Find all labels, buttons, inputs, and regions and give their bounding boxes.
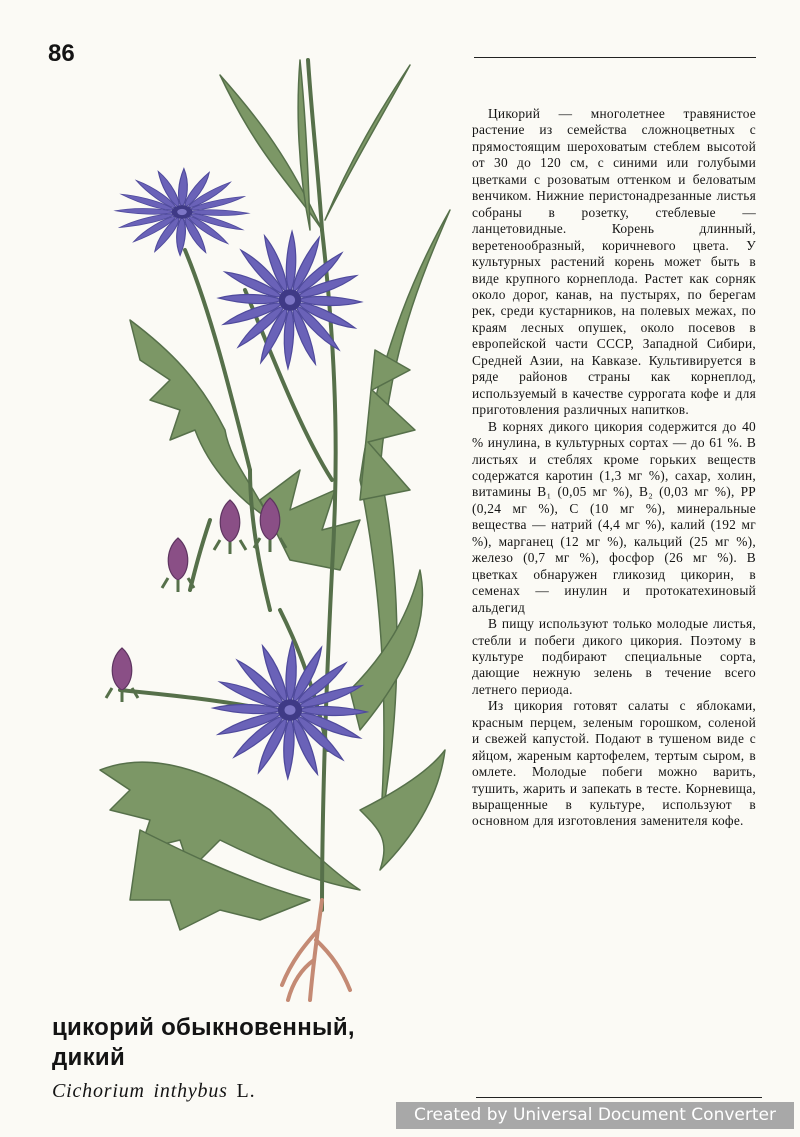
paragraph: Из цикория готовят салаты с яблоками, красным перцем, зеленым горошком, соленой и свежей капустой. Подают в тушеном виде с яйцом, жареным картофелем, тертым сыром, в омлете. Молодые побеги можно варить, тушить, жарить и запекать в тесте. Корневища, выращенные в культуре, используют в основном для изготовления заменителя кофе.: [472, 698, 756, 829]
paragraph: В пищу используют только молодые листья, стебли и побеги дикого цикория. Поэтому в культуре подбирают специальные сорта, дающие нежную зелень в течение всего летнего периода.: [472, 616, 756, 697]
plant-title: [52, 1013, 472, 1073]
chicory-illustration: [60, 50, 460, 1010]
footer-rule: [476, 1097, 762, 1098]
paragraph: В корнях дикого цикория содержится до 40 % инулина, в культурных сортах — до 61 %. В листьях и стеблях кроме горьких веществ содержатся каротин (1,3 мг %), сахар, холин, витамины B₁ (0,05 мг %), B₂ (0,03 мг %), PP (0,24 мг %), C (10 мг %), минеральные вещества — натрий (4,4 мг %), калий (192 мг %), марганец (12 мг %), кальций (25 мг %), железо (0,7 мг %), фосфор (26 мг %). В цветках обнаружен гликозид цикорин, в семенах — инулин и протокатехиновый альдегид: [472, 418, 756, 615]
header-rule: [474, 57, 756, 58]
page-number: 86: [48, 40, 75, 67]
article-body: [472, 106, 756, 830]
latin-name: [52, 1080, 255, 1103]
title-line: цикорий обыкновенный,: [52, 1014, 355, 1041]
watermark-banner: Created by Universal Document Converter: [396, 1102, 794, 1129]
latin-author: L.: [236, 1080, 256, 1102]
title-line: дикий: [52, 1044, 126, 1071]
paragraph: Цикорий — многолетнее травянистое растение из семейства сложноцветных с прямостоящим шероховатым стеблем высотой от 30 до 120 см, с синими или голубыми цветками с розоватым оттенком и беловатым венчиком. Нижние перистонадрезанные листья собраны в розетку, стеблевые — ланцетовидные. Корень длинный, веретенообразный, коричневого цвета. У культурных растений корень может быть в виде крупного корнеплода. Растет как сорняк около дорог, канав, на пустырях, по берегам рек, среди кустарников, на полевых межах, по краям лесных опушек, около посевов в европейской части СССР, Западной Сибири, Средней Азии, на Кавказе. Культивируется в ряде районов страны как корнеплод, используемый в качестве суррогата кофе и для приготовления различных напитков.: [472, 106, 756, 418]
latin-genus-species: Cichorium inthybus: [52, 1080, 228, 1102]
